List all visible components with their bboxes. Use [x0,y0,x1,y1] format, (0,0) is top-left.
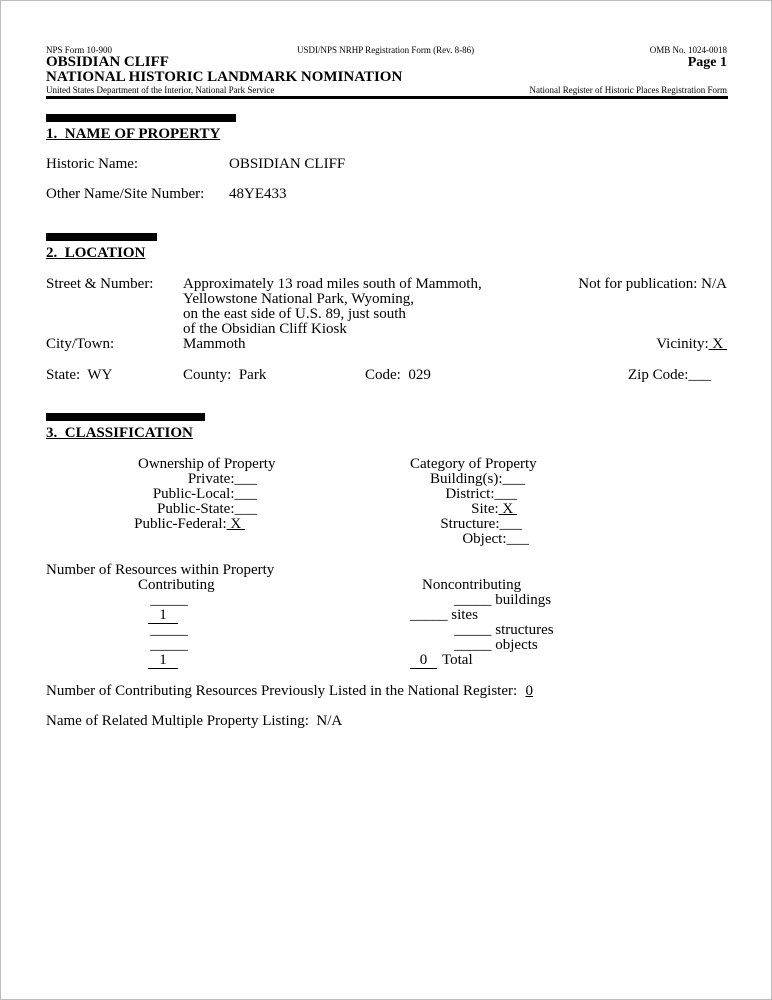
zip-label: Zip Code: [628,367,689,383]
historic-name-value: OBSIDIAN CLIFF [229,156,346,172]
vicinity-label: Vicinity: [656,336,709,352]
category-building [430,472,525,487]
register-form-line: National Register of Historic Places Registration Form [529,85,727,95]
omb-number: OMB No. 1024-0018 [649,45,727,55]
city-label: City/Town: [46,336,115,352]
noncontributing-structures [454,623,554,638]
noncontributing-buildings [454,593,551,608]
category-building-value: ___ [502,471,525,487]
multiple-listing-label: Name of Related Multiple Property Listing: [46,713,309,729]
other-name-label: Other Name/Site Number: [46,186,205,202]
category-structure-label: Structure: [440,516,500,532]
total-label: Total [442,652,473,668]
multiple-listing-field [46,714,342,729]
ownership-public-federal-value: X [226,516,245,532]
street-line-1: Approximately 13 road miles south of Mammoth, [183,276,482,292]
ownership-public-local-value: ___ [234,486,257,502]
ownership-public-state [157,502,257,517]
section2-bar [46,233,157,241]
ownership-public-local [153,487,257,502]
contributing-objects-blank: _____ [150,637,188,653]
other-name-value: 48YE433 [229,186,287,202]
street-line-4: of the Obsidian Cliff Kiosk [183,321,347,337]
category-district-label: District: [445,486,495,502]
ownership-public-state-value: ___ [234,501,257,517]
historic-name-label: Historic Name: [46,156,139,172]
contributing-total-value: 1 [159,652,167,668]
category-site [471,502,517,517]
not-for-publication: Not for publication: N/A [578,276,727,292]
ownership-title: Ownership of Property [138,456,276,472]
ownership-public-federal [134,517,245,532]
multiple-listing-value: N/A [316,713,343,729]
street-label: Street & Number: [46,276,154,292]
ownership-private-value: ___ [234,471,257,487]
zip-blank: ___ [688,367,711,383]
city-value: Mammoth [183,336,246,352]
resources-title: Number of Resources within Property [46,562,275,578]
category-site-label: Site: [471,501,499,517]
department-line: United States Department of the Interior, National Park Service [46,85,275,95]
category-object-value: ___ [506,531,529,547]
category-object [462,532,529,547]
noncontributing-objects-blank: _____ [454,637,492,653]
section3-heading: 3. CLASSIFICATION [46,425,193,441]
form-name: USDI/NPS NRHP Registration Form (Rev. 8-86) [297,45,475,55]
category-site-value: X [498,501,517,517]
ownership-public-local-label: Public-Local: [152,486,235,502]
zip-field [628,368,711,383]
noncontributing-structures-blank: _____ [454,622,492,638]
ownership-public-state-label: Public-State: [157,501,235,517]
category-structure-value: ___ [499,516,522,532]
vicinity-value: X [708,336,727,352]
form-number: NPS Form 10-900 [46,45,113,55]
objects-label: objects [495,637,538,653]
contributing-total-underline [148,668,178,669]
code-field: Code: 029 [365,367,431,383]
street-line-3: on the east side of U.S. 89, just south [183,306,406,322]
contributing-sites-value: 1 [159,607,167,623]
contributing-structures-blank: _____ [150,622,188,638]
buildings-label: buildings [495,592,552,608]
vicinity-field [656,337,727,352]
previously-listed-field [46,684,541,699]
previously-listed-value: 0 [525,683,533,699]
section2-heading: 2. LOCATION [46,245,146,261]
state-field: State: WY [46,367,113,383]
header-rule [46,96,728,99]
section1-heading: 1. NAME OF PROPERTY [46,126,221,142]
noncontributing-sites [410,608,478,623]
page-label: Page 1 [687,55,727,70]
sites-label: sites [451,607,478,623]
section3-bar [46,413,205,421]
category-district-value: ___ [494,486,517,502]
nomination-title: NATIONAL HISTORIC LANDMARK NOMINATION [46,69,403,85]
noncontributing-total-underline [410,668,437,669]
contributing-buildings-blank: _____ [150,592,188,608]
previously-listed-label: Number of Contributing Resources Previously Listed in the National Register: [46,683,518,699]
noncontributing-objects [454,638,538,653]
category-structure [440,517,522,532]
structures-label: structures [495,622,554,638]
section1-bar [46,114,236,122]
noncontributing-label: Noncontributing [422,577,522,593]
noncontributing-total-value: 0 [419,652,428,668]
property-title: OBSIDIAN CLIFF [46,54,169,70]
contributing-label: Contributing [138,577,215,593]
street-line-2: Yellowstone National Park, Wyoming, [183,291,415,307]
noncontributing-buildings-blank: _____ [454,592,492,608]
ownership-public-federal-label: Public-Federal: [134,516,227,532]
ownership-private-label: Private: [187,471,235,487]
ownership-private [188,472,257,487]
category-district [445,487,517,502]
noncontributing-sites-blank: _____ [410,607,448,623]
category-object-label: Object: [462,531,507,547]
county-field: County: Park [183,367,267,383]
category-title: Category of Property [410,456,537,472]
category-building-label: Building(s): [429,471,503,487]
